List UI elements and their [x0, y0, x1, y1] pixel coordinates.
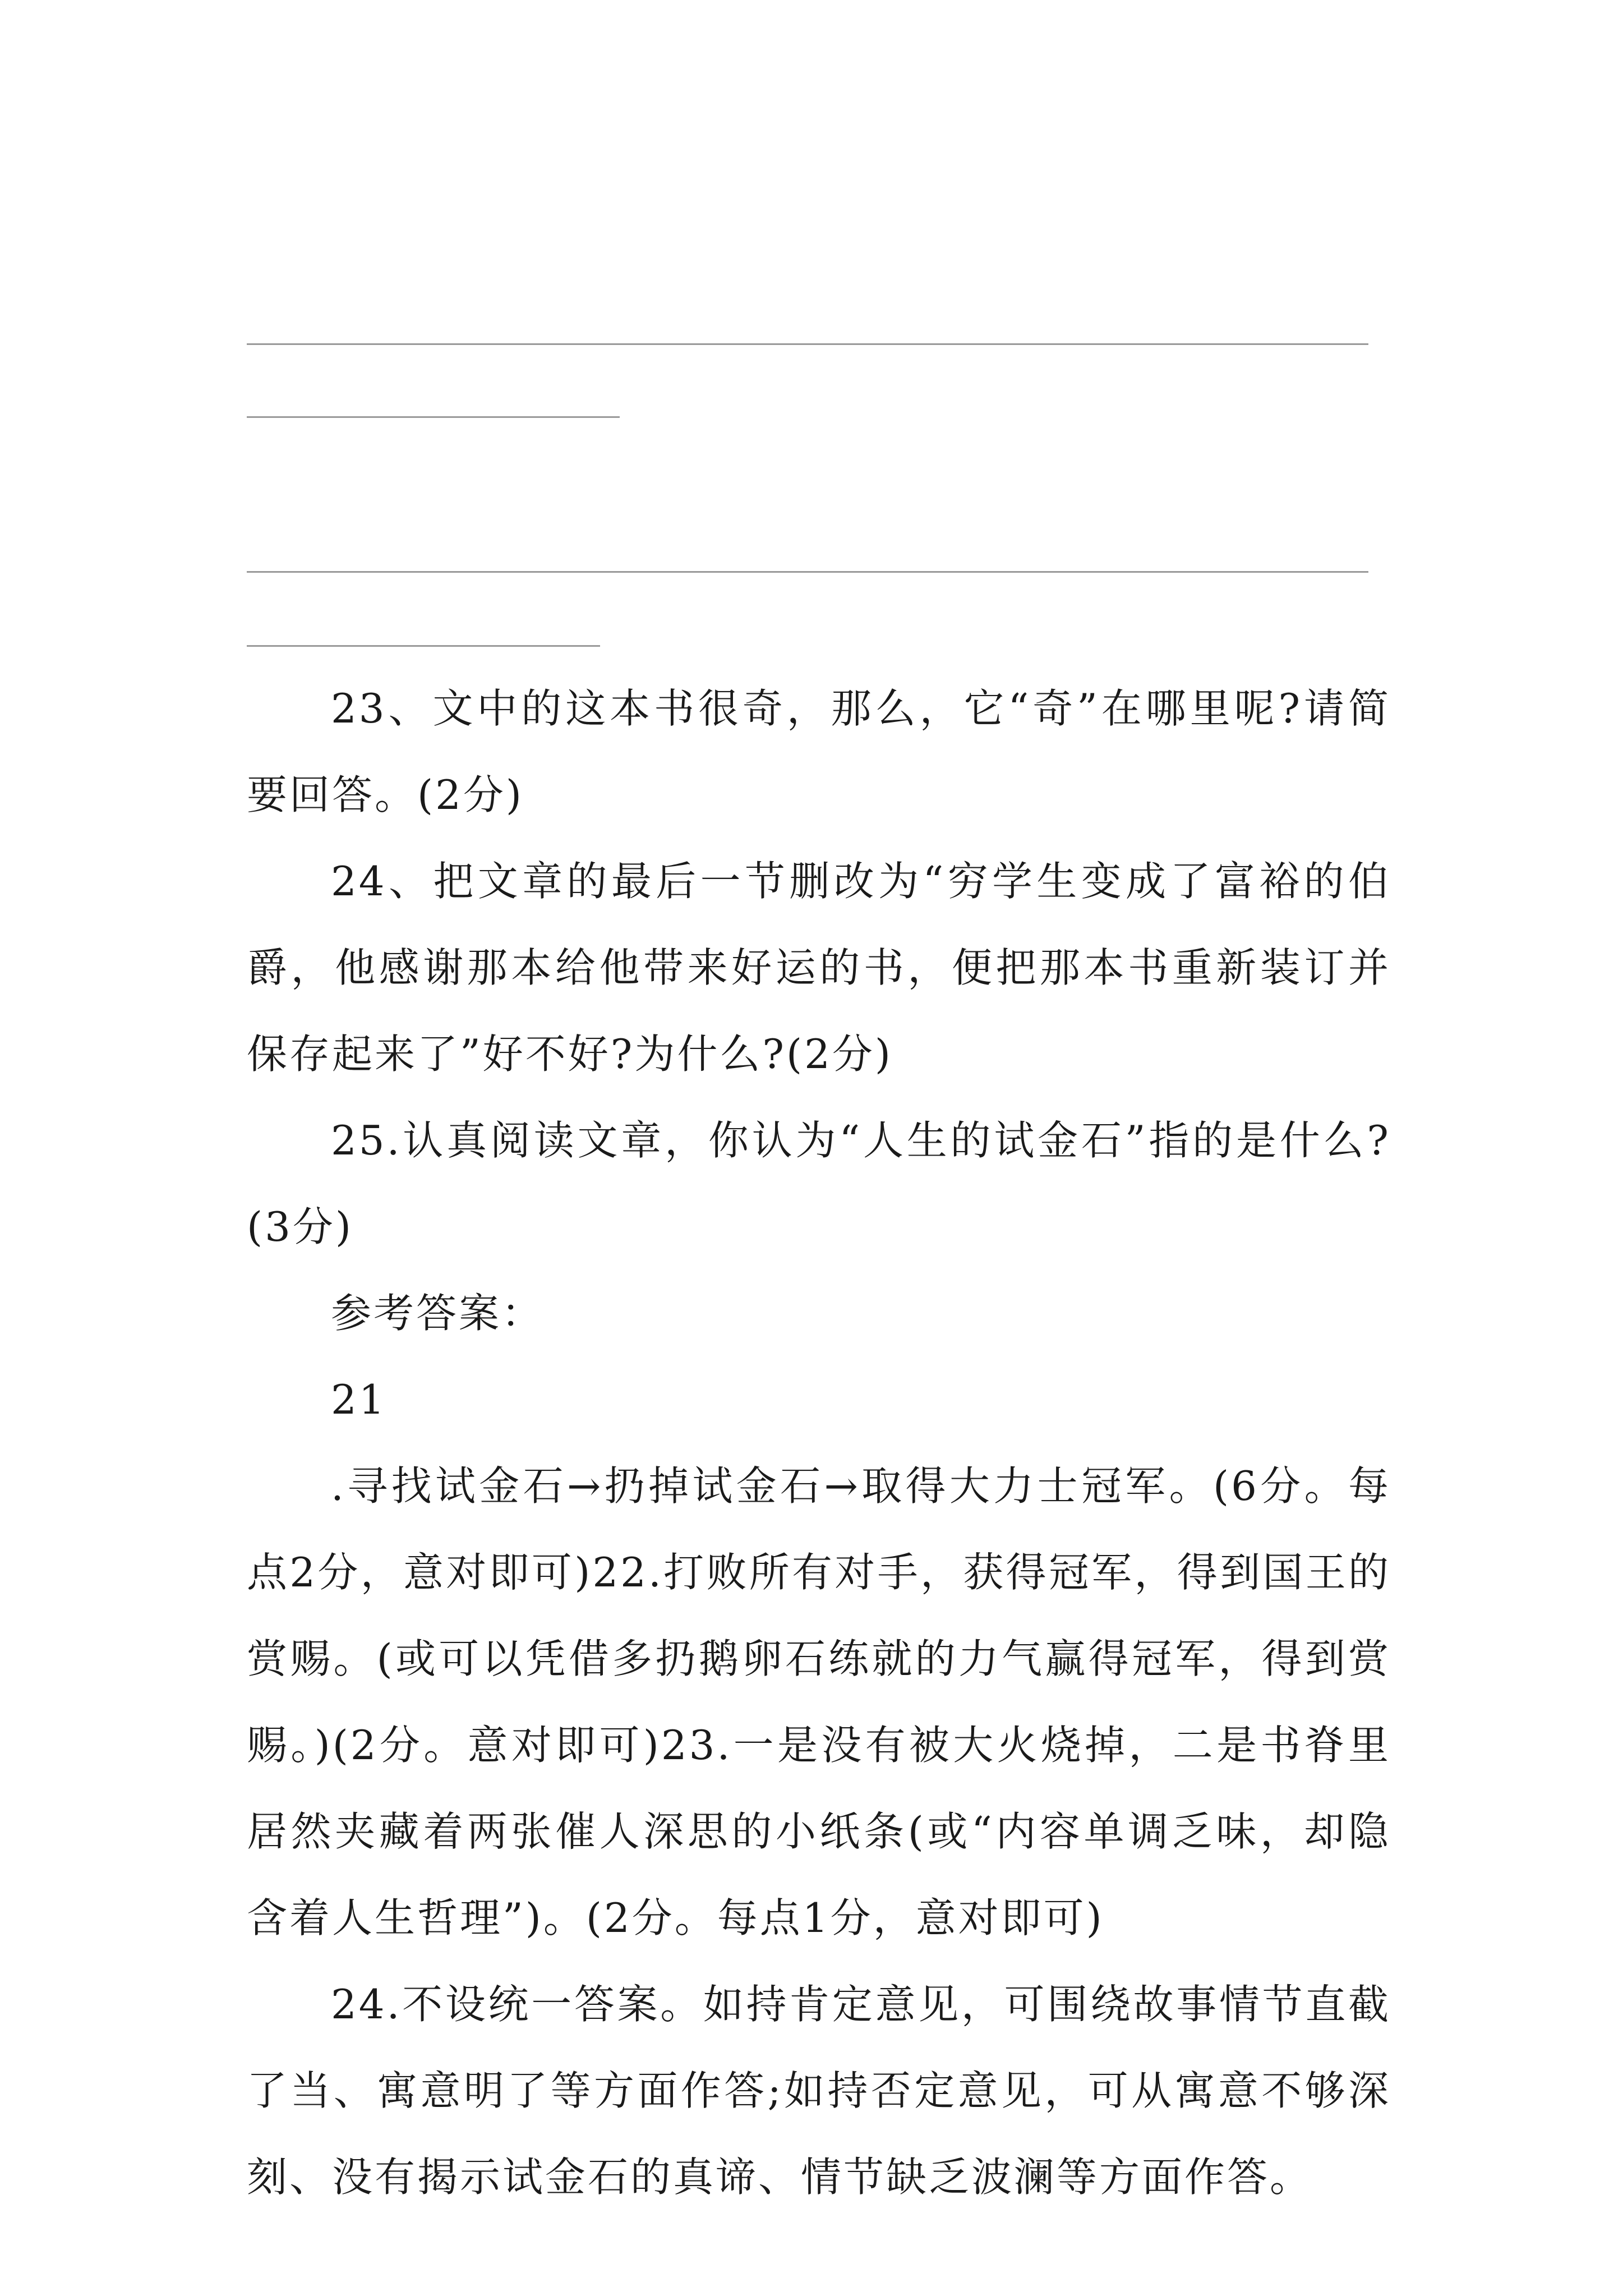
question-25: 25.认真阅读文章，你认为“人生的试金石”指的是什么?(3分) [247, 1117, 1391, 1250]
answer-line-1 [247, 343, 1368, 345]
answer-block-1: .寻找试金石→扔掉试金石→取得大力士冠军。(6分。每点2分，意对即可)22.打败所有对手，获得冠军，得到国王的赏赐。(或可以凭借多扔鹅卵石练就的力气赢得冠军，得到赏赐。)(2分。意对即可)23.一是没有被大火烧掉，二是书脊里居然夹藏着两张催人深思的小纸条(或“内容单调乏味，却隐含着人生哲理”)。(2分。每点1分，意对即可) [247, 1462, 1391, 1941]
question-24: 24、把文章的最后一节删改为“穷学生变成了富裕的伯爵，他感谢那本给他带来好运的书，便把那本书重新装订并保存起来了”好不好?为什么?(2分) [247, 858, 1391, 1078]
answer-line-3 [247, 571, 1368, 573]
answer-block-2: 24.不设统一答案。如持肯定意见，可围绕故事情节直截了当、寓意明了等方面作答;如持否定意见，可从寓意不够深刻、没有揭示试金石的真谛、情节缺乏波澜等方面作答。 [247, 1981, 1391, 2201]
answer-line-4 [247, 645, 600, 647]
question-23: 23、文中的这本书很奇，那么，它“奇”在哪里呢?请简要回答。(2分) [247, 685, 1391, 818]
answer-number-21: 21 [331, 1376, 387, 1423]
document-body [247, 665, 1391, 2220]
answers-heading: 参考答案： [331, 1290, 545, 1337]
answer-line-2 [247, 416, 620, 418]
